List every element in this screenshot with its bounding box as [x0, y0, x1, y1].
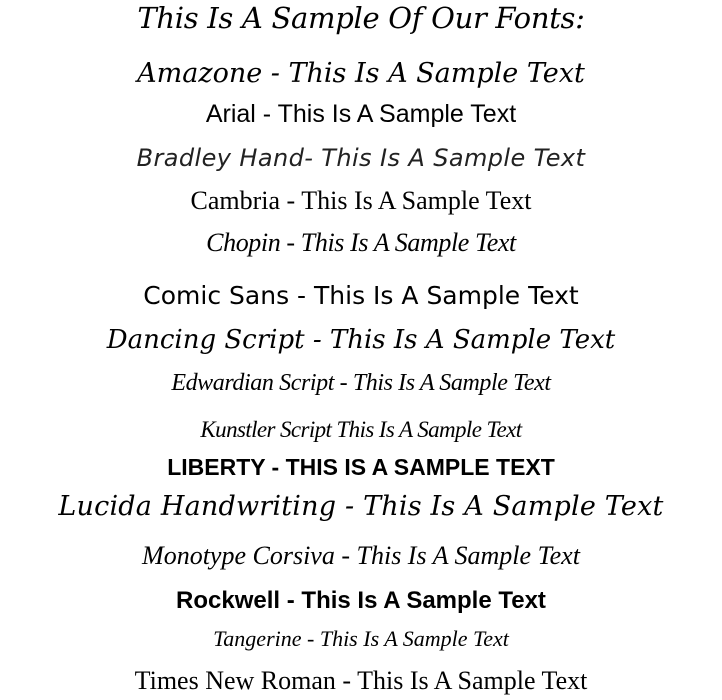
- font-sample-edwardian-script: Edwardian Script - This Is A Sample Text: [171, 370, 551, 396]
- font-sample-kunstler-script: Kunstler Script This Is A Sample Text: [200, 417, 522, 442]
- font-sample-dancing-script: Dancing Script - This Is A Sample Text: [106, 325, 616, 355]
- font-sample-chopin: Chopin - This Is A Sample Text: [206, 228, 516, 257]
- font-sample-liberty: LIBERTY - THIS IS A SAMPLE TEXT: [167, 454, 555, 480]
- page-title: This Is A Sample Of Our Fonts:: [137, 1, 585, 35]
- font-sample-tangerine: Tangerine - This Is A Sample Text: [213, 626, 509, 651]
- font-sample-rockwell: Rockwell - This Is A Sample Text: [176, 587, 546, 614]
- font-sample-times-new-roman: Times New Roman - This Is A Sample Text: [134, 666, 588, 695]
- font-sample-bradley-hand: Bradley Hand- This Is A Sample Text: [136, 144, 586, 172]
- font-sample-arial: Arial - This Is A Sample Text: [205, 100, 517, 128]
- font-sample-cambria: Cambria - This Is A Sample Text: [190, 186, 532, 215]
- font-sample-comic-sans: Comic Sans - This Is A Sample Text: [143, 281, 579, 310]
- font-sample-amazone: Amazone - This Is A Sample Text: [137, 58, 585, 89]
- font-sample-lucida-handwriting: Lucida Handwriting - This Is A Sample Text: [58, 491, 664, 522]
- font-sample-monotype-corsiva: Monotype Corsiva - This Is A Sample Text: [142, 541, 580, 570]
